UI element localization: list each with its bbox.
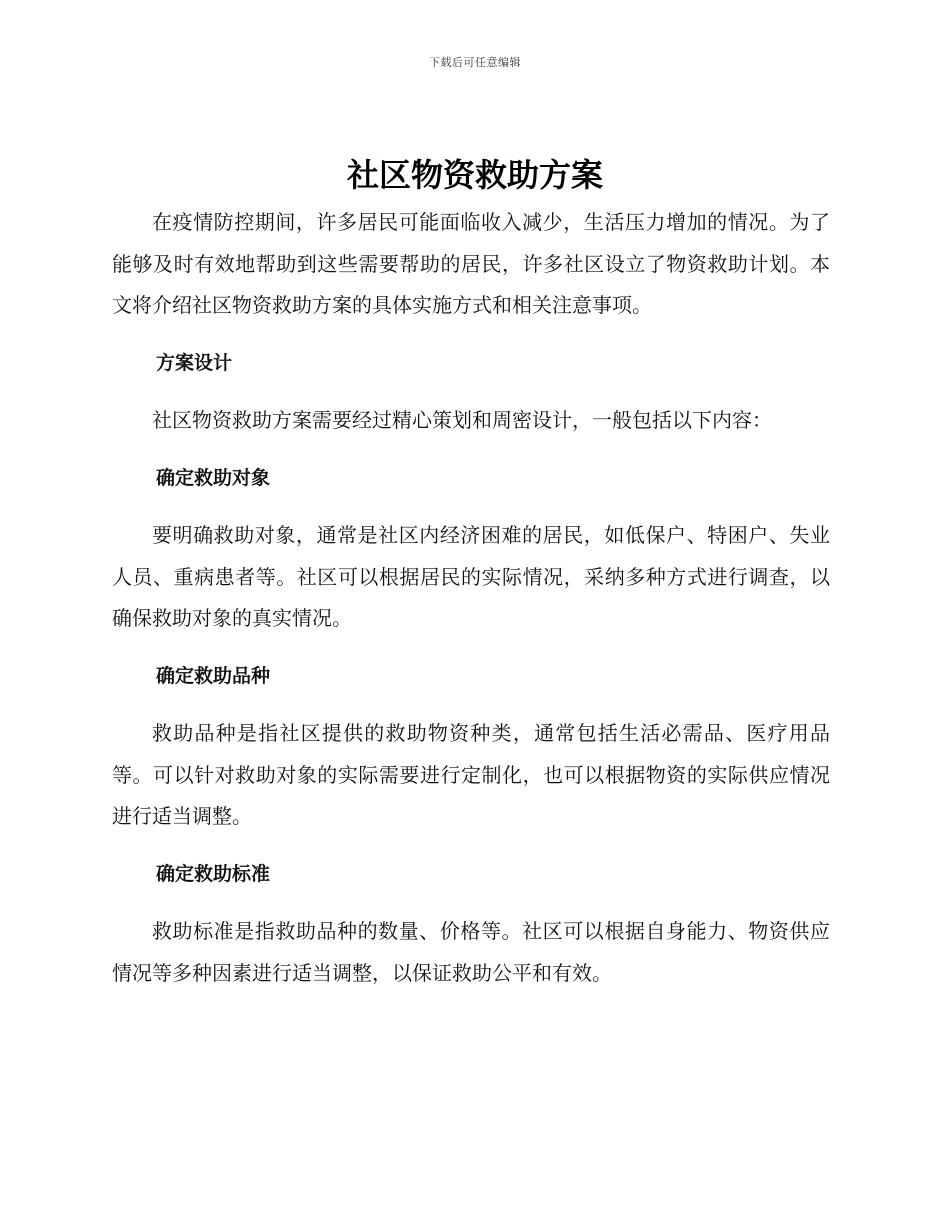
header-note: 下载后可任意编辑 xyxy=(429,56,521,69)
section-heading-design: 方案设计 xyxy=(156,351,233,374)
intro-paragraph: 在疫情防控期间，许多居民可能面临收入减少，生活压力增加的情况。为了能够及时有效地帮助到这些需要帮助的居民，许多社区设立了物资救助计划。本文将介绍社区物资救助方案的具体实施方式和相关注意事项。 xyxy=(112,210,830,317)
spacer xyxy=(112,838,830,854)
design-paragraph: 社区物资救助方案需要经过精心策划和周密设计，一般包括以下内容： xyxy=(152,408,772,432)
section-heading-target: 确定救助对象 xyxy=(156,466,271,489)
standard-paragraph: 救助标准是指救助品种的数量、价格等。社区可以根据自身能力、物资供应情况等多种因素进行适当调整，以保证救助公平和有效。 xyxy=(112,919,830,985)
spacer xyxy=(112,384,830,400)
spacer xyxy=(112,895,830,911)
spacer xyxy=(112,327,830,343)
spacer xyxy=(112,640,830,656)
document-body xyxy=(112,202,830,994)
section-heading-variety: 确定救助品种 xyxy=(156,664,271,687)
target-paragraph: 要明确救助对象，通常是社区内经济困难的居民，如低保户、特困户、失业人员、重病患者等。社区可以根据居民的实际情况，采纳多种方式进行调查，以确保救助对象的真实情况。 xyxy=(112,523,830,630)
spacer xyxy=(112,499,830,515)
spacer xyxy=(112,697,830,713)
variety-paragraph: 救助品种是指社区提供的救助物资种类，通常包括生活必需品、医疗用品等。可以针对救助对象的实际需要进行定制化，也可以根据物资的实际供应情况进行适当调整。 xyxy=(112,721,830,828)
document-title: 社区物资救助方案 xyxy=(346,156,603,194)
section-heading-standard: 确定救助标准 xyxy=(156,862,271,885)
spacer xyxy=(112,442,830,458)
